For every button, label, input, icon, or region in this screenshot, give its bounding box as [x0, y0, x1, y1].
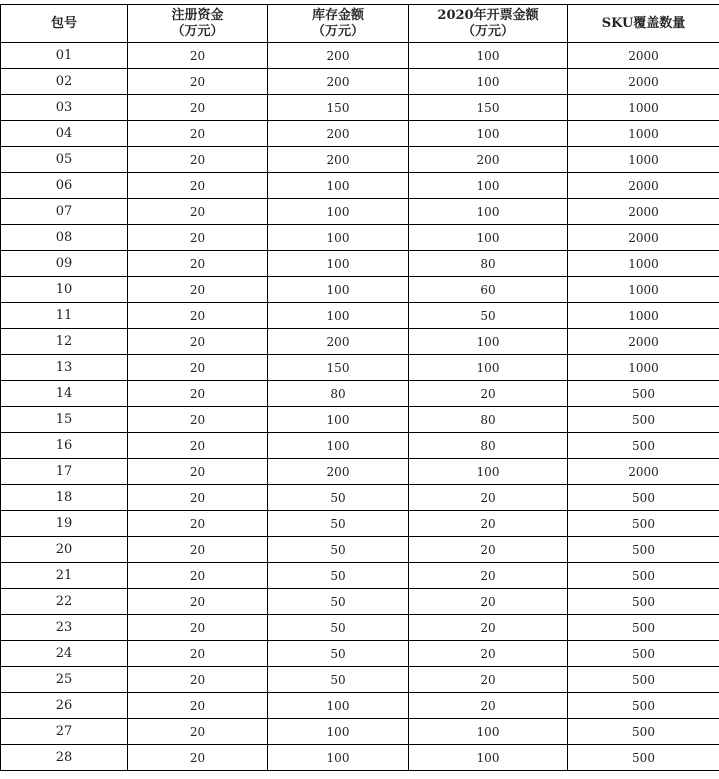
header-invoice-amount-unit: （万元）	[461, 23, 514, 39]
cell-inventory-amount: 50	[268, 667, 409, 693]
cell-sku-count: 500	[568, 511, 719, 537]
cell-sku-count: 1000	[568, 355, 719, 381]
cell-registered-capital: 20	[128, 329, 268, 355]
cell-invoice-amount: 20	[409, 485, 568, 511]
cell-inventory-amount: 200	[268, 69, 409, 95]
cell-invoice-amount: 20	[409, 381, 568, 407]
cell-invoice-amount: 20	[409, 641, 568, 667]
table-row	[1, 147, 719, 173]
cell-invoice-amount: 100	[409, 355, 568, 381]
cell-registered-capital: 20	[128, 589, 268, 615]
cell-sku-count: 500	[568, 641, 719, 667]
cell-registered-capital: 20	[128, 511, 268, 537]
table-row	[1, 615, 719, 641]
cell-sku-count: 2000	[568, 329, 719, 355]
cell-sku-count: 500	[568, 407, 719, 433]
cell-invoice-amount: 100	[409, 199, 568, 225]
cell-registered-capital: 20	[128, 147, 268, 173]
cell-registered-capital: 20	[128, 641, 268, 667]
cell-sku-count: 500	[568, 615, 719, 641]
header-registered-capital-unit: （万元）	[171, 23, 224, 39]
cell-package-id: 24	[1, 641, 128, 667]
cell-invoice-amount: 150	[409, 95, 568, 121]
cell-registered-capital: 20	[128, 277, 268, 303]
header-package-id	[1, 5, 128, 43]
table-row	[1, 173, 719, 199]
cell-registered-capital: 20	[128, 173, 268, 199]
cell-sku-count: 500	[568, 667, 719, 693]
cell-sku-count: 500	[568, 537, 719, 563]
cell-package-id: 03	[1, 95, 128, 121]
table-row	[1, 329, 719, 355]
cell-registered-capital: 20	[128, 43, 268, 69]
cell-registered-capital: 20	[128, 355, 268, 381]
cell-package-id: 07	[1, 199, 128, 225]
cell-sku-count: 500	[568, 745, 719, 771]
cell-package-id: 08	[1, 225, 128, 251]
cell-inventory-amount: 50	[268, 589, 409, 615]
cell-sku-count: 500	[568, 589, 719, 615]
cell-registered-capital: 20	[128, 121, 268, 147]
cell-package-id: 16	[1, 433, 128, 459]
cell-sku-count: 500	[568, 433, 719, 459]
cell-package-id: 09	[1, 251, 128, 277]
cell-invoice-amount: 50	[409, 303, 568, 329]
cell-invoice-amount: 80	[409, 433, 568, 459]
table-row	[1, 199, 719, 225]
table-row	[1, 225, 719, 251]
cell-inventory-amount: 100	[268, 199, 409, 225]
cell-sku-count: 2000	[568, 459, 719, 485]
header-invoice-amount	[409, 5, 568, 43]
cell-registered-capital: 20	[128, 69, 268, 95]
header-inventory-amount	[268, 5, 409, 43]
cell-inventory-amount: 150	[268, 95, 409, 121]
cell-package-id: 27	[1, 719, 128, 745]
cell-invoice-amount: 20	[409, 589, 568, 615]
cell-sku-count: 500	[568, 381, 719, 407]
cell-invoice-amount: 20	[409, 563, 568, 589]
cell-registered-capital: 20	[128, 667, 268, 693]
table-row	[1, 693, 719, 719]
table-row	[1, 485, 719, 511]
cell-inventory-amount: 100	[268, 225, 409, 251]
cell-invoice-amount: 80	[409, 251, 568, 277]
cell-registered-capital: 20	[128, 615, 268, 641]
cell-invoice-amount: 20	[409, 693, 568, 719]
cell-registered-capital: 20	[128, 303, 268, 329]
cell-package-id: 20	[1, 537, 128, 563]
cell-sku-count: 1000	[568, 277, 719, 303]
cell-invoice-amount: 100	[409, 745, 568, 771]
header-invoice-amount-label: 2020年开票金额	[437, 7, 539, 23]
cell-inventory-amount: 100	[268, 693, 409, 719]
table-row	[1, 381, 719, 407]
cell-sku-count: 2000	[568, 69, 719, 95]
table-row	[1, 667, 719, 693]
cell-inventory-amount: 100	[268, 173, 409, 199]
cell-inventory-amount: 50	[268, 641, 409, 667]
cell-sku-count: 2000	[568, 225, 719, 251]
table-row	[1, 433, 719, 459]
cell-invoice-amount: 100	[409, 121, 568, 147]
cell-package-id: 17	[1, 459, 128, 485]
cell-registered-capital: 20	[128, 485, 268, 511]
header-sku-count	[568, 5, 719, 43]
table-header-row	[1, 5, 719, 43]
table-row	[1, 563, 719, 589]
cell-invoice-amount: 80	[409, 407, 568, 433]
cell-invoice-amount: 20	[409, 615, 568, 641]
cell-package-id: 26	[1, 693, 128, 719]
cell-registered-capital: 20	[128, 251, 268, 277]
cell-package-id: 19	[1, 511, 128, 537]
cell-package-id: 14	[1, 381, 128, 407]
cell-inventory-amount: 80	[268, 381, 409, 407]
cell-sku-count: 500	[568, 719, 719, 745]
cell-registered-capital: 20	[128, 745, 268, 771]
cell-registered-capital: 20	[128, 407, 268, 433]
cell-sku-count: 500	[568, 485, 719, 511]
package-table	[0, 4, 719, 771]
cell-sku-count: 500	[568, 693, 719, 719]
cell-sku-count: 2000	[568, 173, 719, 199]
cell-package-id: 18	[1, 485, 128, 511]
cell-package-id: 12	[1, 329, 128, 355]
cell-invoice-amount: 200	[409, 147, 568, 173]
table-row	[1, 745, 719, 771]
cell-package-id: 28	[1, 745, 128, 771]
cell-package-id: 01	[1, 43, 128, 69]
cell-invoice-amount: 20	[409, 511, 568, 537]
cell-invoice-amount: 100	[409, 43, 568, 69]
cell-registered-capital: 20	[128, 693, 268, 719]
cell-invoice-amount: 20	[409, 667, 568, 693]
cell-inventory-amount: 100	[268, 745, 409, 771]
cell-invoice-amount: 100	[409, 69, 568, 95]
cell-inventory-amount: 100	[268, 433, 409, 459]
cell-sku-count: 2000	[568, 199, 719, 225]
cell-sku-count: 1000	[568, 147, 719, 173]
cell-inventory-amount: 200	[268, 121, 409, 147]
cell-inventory-amount: 100	[268, 719, 409, 745]
cell-package-id: 21	[1, 563, 128, 589]
cell-registered-capital: 20	[128, 459, 268, 485]
cell-inventory-amount: 200	[268, 147, 409, 173]
cell-registered-capital: 20	[128, 563, 268, 589]
cell-inventory-amount: 100	[268, 303, 409, 329]
cell-package-id: 15	[1, 407, 128, 433]
cell-inventory-amount: 150	[268, 355, 409, 381]
table-row	[1, 407, 719, 433]
table-row	[1, 719, 719, 745]
cell-inventory-amount: 50	[268, 537, 409, 563]
cell-registered-capital: 20	[128, 381, 268, 407]
table-body	[1, 43, 719, 771]
cell-package-id: 04	[1, 121, 128, 147]
cell-package-id: 13	[1, 355, 128, 381]
cell-package-id: 02	[1, 69, 128, 95]
table-row	[1, 251, 719, 277]
cell-package-id: 06	[1, 173, 128, 199]
cell-package-id: 25	[1, 667, 128, 693]
cell-package-id: 10	[1, 277, 128, 303]
table-row	[1, 355, 719, 381]
table-row	[1, 459, 719, 485]
table-row	[1, 43, 719, 69]
cell-package-id: 23	[1, 615, 128, 641]
cell-registered-capital: 20	[128, 719, 268, 745]
table-row	[1, 537, 719, 563]
cell-inventory-amount: 50	[268, 563, 409, 589]
table-row	[1, 121, 719, 147]
cell-inventory-amount: 100	[268, 407, 409, 433]
cell-registered-capital: 20	[128, 537, 268, 563]
cell-invoice-amount: 100	[409, 329, 568, 355]
table-row	[1, 511, 719, 537]
cell-inventory-amount: 200	[268, 43, 409, 69]
cell-sku-count: 2000	[568, 43, 719, 69]
cell-inventory-amount: 200	[268, 459, 409, 485]
header-inventory-amount-label: 库存金额	[311, 7, 364, 23]
cell-registered-capital: 20	[128, 433, 268, 459]
cell-invoice-amount: 20	[409, 537, 568, 563]
table-row	[1, 95, 719, 121]
cell-sku-count: 1000	[568, 303, 719, 329]
table-row	[1, 277, 719, 303]
cell-invoice-amount: 100	[409, 173, 568, 199]
cell-registered-capital: 20	[128, 225, 268, 251]
cell-inventory-amount: 50	[268, 485, 409, 511]
header-registered-capital	[128, 5, 268, 43]
cell-sku-count: 1000	[568, 121, 719, 147]
cell-registered-capital: 20	[128, 95, 268, 121]
header-inventory-amount-unit: （万元）	[311, 23, 364, 39]
cell-inventory-amount: 100	[268, 251, 409, 277]
header-package-id-label: 包号	[50, 15, 77, 31]
table-row	[1, 303, 719, 329]
cell-sku-count: 500	[568, 563, 719, 589]
cell-package-id: 05	[1, 147, 128, 173]
data-table-container	[0, 4, 719, 771]
table-row	[1, 641, 719, 667]
table-row	[1, 589, 719, 615]
table-row	[1, 69, 719, 95]
cell-package-id: 11	[1, 303, 128, 329]
cell-registered-capital: 20	[128, 199, 268, 225]
cell-invoice-amount: 100	[409, 459, 568, 485]
cell-invoice-amount: 100	[409, 225, 568, 251]
header-sku-count-label: SKU覆盖数量	[601, 15, 686, 31]
cell-inventory-amount: 200	[268, 329, 409, 355]
cell-invoice-amount: 100	[409, 719, 568, 745]
cell-sku-count: 1000	[568, 251, 719, 277]
cell-sku-count: 1000	[568, 95, 719, 121]
cell-inventory-amount: 100	[268, 277, 409, 303]
header-registered-capital-label: 注册资金	[171, 7, 224, 23]
cell-inventory-amount: 50	[268, 615, 409, 641]
cell-inventory-amount: 50	[268, 511, 409, 537]
cell-invoice-amount: 60	[409, 277, 568, 303]
cell-package-id: 22	[1, 589, 128, 615]
